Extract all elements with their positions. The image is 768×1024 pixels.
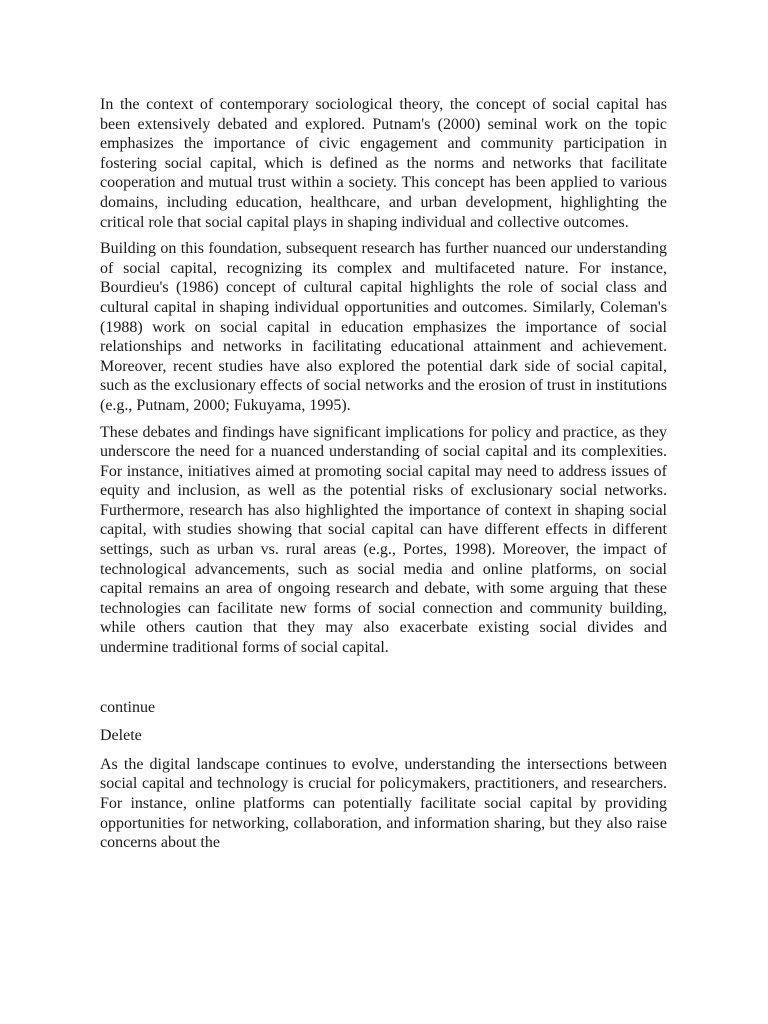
paragraph-nuanced-understanding: Building on this foundation, subsequent research has further nuanced our understanding of social capital, recognizing its complex and multifaceted nature. For instance, Bourdieu's (1986) concept of cultural capital highlights the role of social class and cultural capital in shaping individual opportunities and outcomes. Similarly, Coleman's (1988) work on social capital in education emphasizes the importance of social relationships and networks in facilitating educational attainment and achievement. Moreover, recent studies have also explored the potential dark side of social capital, such as the exclusionary effects of social networks and the erosion of trust in institutions (e.g., Putnam, 2000; Fukuyama, 1995).	[100, 240, 667, 414]
blank-line	[100, 665, 667, 698]
paragraph-policy-implications: These debates and findings have significant implications for policy and practice, as they underscore the need for a nuanced understanding of social capital and its complexities. For instance, initiatives aimed at promoting social capital may need to address issues of equity and inclusion, as well as the potential risks of exclusionary social networks. Furthermore, research has also highlighted the importance of context in shaping social capital, with studies showing that social capital can have different effects in different settings, such as urban vs. rural areas (e.g., Portes, 1998). Moreover, the impact of technological advancements, such as social media and online platforms, on social capital remains an area of ongoing research and debate, with some arguing that these technologies can facilitate new forms of social connection and community building, while others caution that they may also exacerbate existing social divides and undermine traditional forms of social capital.	[100, 423, 667, 657]
document-body	[100, 95, 667, 860]
continue-text: continue	[100, 698, 156, 716]
delete-text: Delete	[100, 727, 142, 745]
paragraph-digital-landscape: As the digital landscape continues to evolve, understanding the intersections between social capital and technology is crucial for policymakers, practitioners, and researchers. For instance, online platforms can potentially facilitate social capital by providing opportunities for networking, collaboration, and information sharing, but they also raise concerns about the	[100, 755, 667, 852]
paragraph-social-capital-intro: In the context of contemporary sociological theory, the concept of social capital has been extensively debated and explored. Putnam's (2000) seminal work on the topic emphasizes the importance of civic engagement and community participation in fostering social capital, which is defined as the norms and networks that facilitate cooperation and mutual trust within a society. This concept has been applied to various domains, including education, healthcare, and urban development, highlighting the critical role that social capital plays in shaping individual and collective outcomes.	[100, 96, 667, 231]
